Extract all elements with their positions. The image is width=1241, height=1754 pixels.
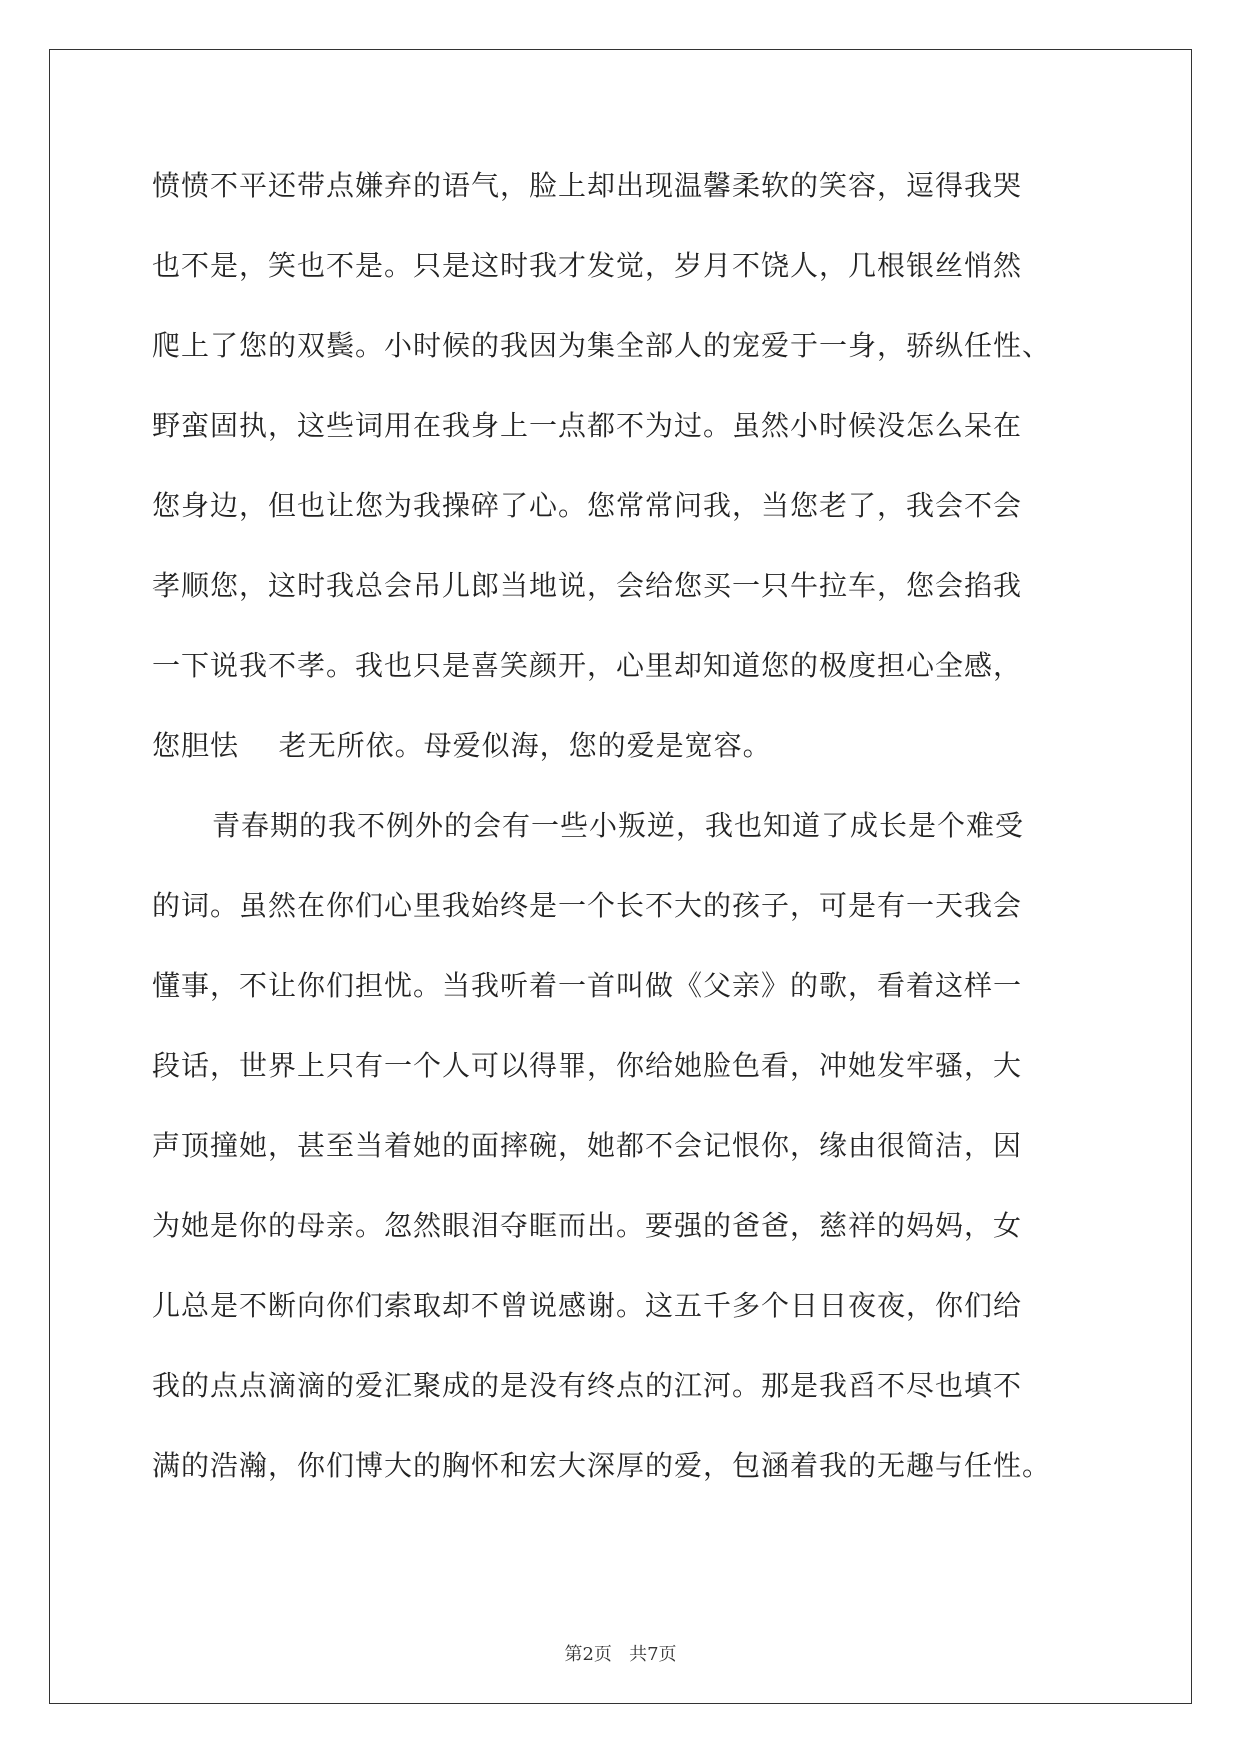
text-line: 一下说我不孝。我也只是喜笑颜开，心里却知道您的极度担心全感，: [152, 649, 1023, 682]
text-line: 愤愤不平还带点嫌弃的语气，脸上却出现温馨柔软的笑容，逗得我哭: [152, 169, 1023, 202]
document-body: [152, 160, 1092, 1520]
page-number-footer: 第2页 共7页: [564, 1644, 677, 1665]
text-line: 的词。虽然在你们心里我始终是一个长不大的孩子，可是有一天我会: [152, 889, 1023, 922]
text-line: 为她是你的母亲。忽然眼泪夺眶而出。要强的爸爸，慈祥的妈妈，女: [152, 1209, 1023, 1242]
text-line: 您身边，但也让您为我操碎了心。您常常问我，当您老了，我会不会: [152, 489, 1023, 522]
text-line: 野蛮固执，这些词用在我身上一点都不为过。虽然小时候没怎么呆在: [152, 409, 1023, 442]
text-line: 段话，世界上只有一个人可以得罪，你给她脸色看，冲她发牢骚，大: [152, 1049, 1023, 1082]
text-line: 孝顺您，这时我总会吊儿郎当地说，会给您买一只牛拉车，您会掐我: [152, 569, 1023, 602]
text-line: 声顶撞她，甚至当着她的面摔碗，她都不会记恨你，缘由很简洁，因: [152, 1129, 1023, 1162]
text-line: 也不是，笑也不是。只是这时我才发觉，岁月不饶人，几根银丝悄然: [152, 249, 1023, 282]
text-line: 满的浩瀚，你们博大的胸怀和宏大深厚的爱，包涵着我的无趣与任性。: [152, 1449, 1052, 1482]
text-line: 您胆怯 老无所依。母爱似海，您的爱是宽容。: [152, 729, 772, 762]
text-line: 我的点点滴滴的爱汇聚成的是没有终点的江河。那是我舀不尽也填不: [152, 1369, 1023, 1402]
text-line: 儿总是不断向你们索取却不曾说感谢。这五千多个日日夜夜，你们给: [152, 1289, 1023, 1322]
paragraph-first-line: 青春期的我不例外的会有一些小叛逆，我也知道了成长是个难受: [212, 809, 1025, 842]
text-line: 懂事，不让你们担忧。当我听着一首叫做《父亲》的歌，看着这样一: [152, 969, 1023, 1002]
text-line: 爬上了您的双鬓。小时候的我因为集全部人的宠爱于一身，骄纵任性、: [152, 329, 1052, 362]
